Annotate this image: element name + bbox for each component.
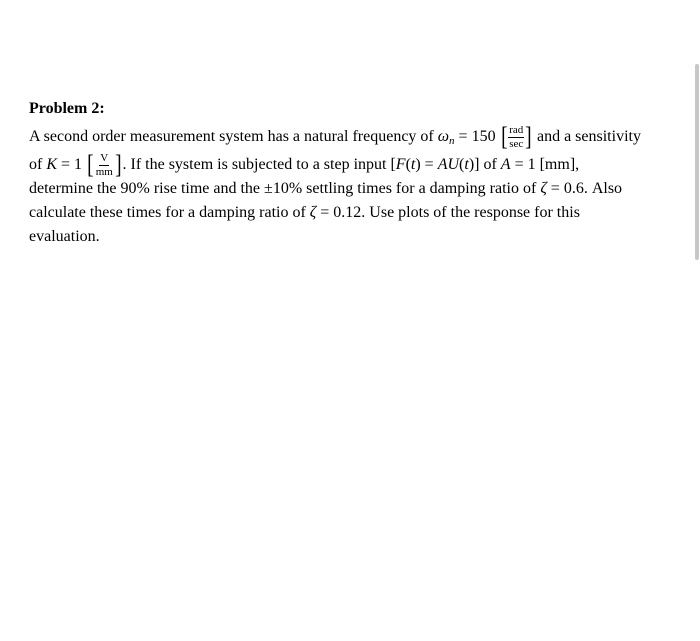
F-symbol: F: [395, 156, 406, 173]
left-bracket: [: [87, 150, 94, 180]
problem-statement: [29, 122, 697, 249]
unit-numerator: V: [100, 151, 109, 164]
unit-denominator: sec: [509, 137, 524, 150]
statement-line-4: [29, 201, 697, 225]
text-segment: ): [468, 156, 475, 173]
text-segment: A second order measurement system has a natural frequency of: [29, 128, 438, 145]
rad-per-sec-unit: [500, 122, 533, 152]
text-segment: calculate these times for a damping ratio of: [29, 204, 310, 221]
statement-line-2: [29, 150, 697, 180]
K-symbol: K: [46, 156, 57, 173]
text-segment: = 1 [mm],: [510, 156, 580, 173]
omega-symbol: ω: [437, 128, 450, 145]
unit-fraction: [95, 153, 114, 178]
text-segment: of: [29, 156, 47, 173]
equals-150: = 150: [454, 128, 500, 145]
statement-line-5: evaluation.: [29, 228, 100, 245]
unit-denominator: mm: [95, 165, 113, 178]
problem-heading: Problem 2:: [29, 100, 105, 117]
unit-fraction: [508, 125, 524, 150]
text-segment: ): [415, 156, 421, 173]
unit-numerator: rad: [509, 123, 524, 136]
zeta-symbol: ζ: [540, 180, 547, 197]
left-bracket: [: [500, 122, 508, 152]
text-segment: = 0.6. Also: [546, 180, 623, 197]
omega-subscript: n: [449, 135, 455, 147]
text-segment: (: [459, 156, 465, 173]
AU-symbol: AU: [437, 156, 460, 173]
t-symbol: t: [410, 156, 416, 173]
text-segment: =: [420, 156, 438, 173]
text-segment: and a sensitivity: [532, 128, 641, 145]
text-segment: = 0.12. Use plots of the response for this: [316, 204, 580, 221]
problem-block: [29, 99, 697, 249]
volt-per-mm-unit: [86, 150, 122, 180]
A-symbol: A: [500, 156, 511, 173]
zeta-symbol: ζ: [309, 204, 317, 221]
equals-1: = 1: [57, 156, 87, 173]
statement-line-1: [29, 122, 697, 153]
text-segment: ] of: [474, 156, 501, 173]
text-segment: determine the 90% rise time and the ±10% settling times for a damping ratio of: [29, 180, 541, 197]
right-bracket: ]: [525, 122, 532, 152]
t-symbol: t: [464, 156, 469, 173]
text-segment: (: [405, 156, 411, 173]
statement-line-3: [29, 177, 697, 201]
text-segment: . If the system is subjected to a step input [: [122, 156, 396, 173]
right-bracket: ]: [114, 150, 122, 180]
vertical-scrollbar[interactable]: [695, 64, 699, 260]
